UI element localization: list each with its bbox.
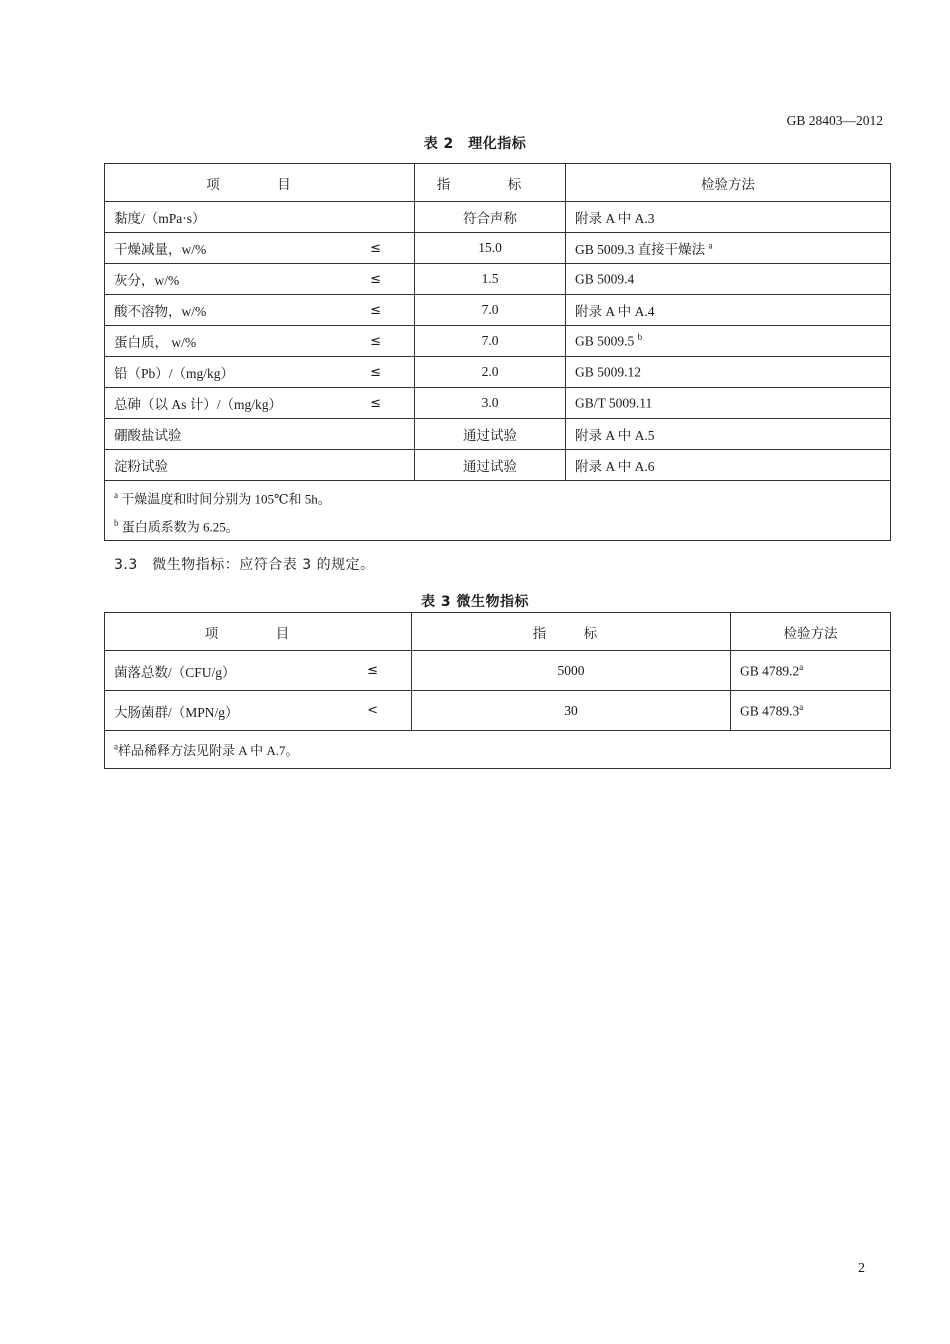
table-row xyxy=(105,651,891,691)
table-footnote-row xyxy=(105,481,891,541)
table-row xyxy=(105,326,891,357)
column-header-item: 项 目 xyxy=(105,164,415,202)
table3-microbiological xyxy=(104,612,891,769)
method-cell: GB 5009.5 $^b$ xyxy=(566,326,891,357)
method-cell: 附录 A 中 A.5 xyxy=(566,419,891,450)
item-cell: 菌落总数/（CFU/g） ≤ xyxy=(105,651,412,691)
value-cell: 7.0 xyxy=(415,295,566,326)
column-header-item: 项 目 xyxy=(105,613,412,651)
section-3-3-heading: 3.3 微生物指标：应符合表 3 的规定。 xyxy=(114,557,375,573)
item-cell: 硼酸盐试验 xyxy=(105,419,415,450)
standard-code: GB 28403—2012 xyxy=(786,113,883,128)
table2-footnotes xyxy=(105,481,891,541)
table-row xyxy=(105,357,891,388)
method-cell: GB 4789.3$^a$ xyxy=(731,691,891,731)
item-cell: 大肠菌群/（MPN/g） < xyxy=(105,691,412,731)
column-header-value: 指 标 xyxy=(415,164,566,202)
table-footnote-row xyxy=(105,731,891,769)
value-cell: 符合声称 xyxy=(415,202,566,233)
table-row xyxy=(105,202,891,233)
table-row xyxy=(105,264,891,295)
footnote-b: $^b$ 蛋白质系数为 6.25。 xyxy=(114,518,239,535)
item-cell: 铅（Pb）/（mg/kg） ≤ xyxy=(105,357,415,388)
table3-caption: 表 3 微生物指标 xyxy=(421,594,529,610)
value-cell: 15.0 xyxy=(415,233,566,264)
item-cell: 总砷（以 As 计）/（mg/kg） ≤ xyxy=(105,388,415,419)
item-cell: 酸不溶物，w/% ≤ xyxy=(105,295,415,326)
page-number: 2 xyxy=(858,1261,865,1276)
method-cell: GB 4789.2$^a$ xyxy=(731,651,891,691)
table-row xyxy=(105,388,891,419)
method-cell: 附录 A 中 A.6 xyxy=(566,450,891,481)
table-row xyxy=(105,233,891,264)
value-cell: 2.0 xyxy=(415,357,566,388)
table-row xyxy=(105,691,891,731)
value-cell: 通过试验 xyxy=(415,419,566,450)
footnote-a: $^a$ 干燥温度和时间分别为 105℃和 5h。 xyxy=(114,490,331,507)
method-cell: GB 5009.12 xyxy=(566,357,891,388)
value-cell: 1.5 xyxy=(415,264,566,295)
table-row xyxy=(105,419,891,450)
value-cell: 30 xyxy=(412,691,731,731)
method-cell: GB 5009.4 xyxy=(566,264,891,295)
item-cell: 淀粉试验 xyxy=(105,450,415,481)
method-cell: 附录 A 中 A.4 xyxy=(566,295,891,326)
table2-caption: 表 2 理化指标 xyxy=(423,136,527,152)
value-cell: 3.0 xyxy=(415,388,566,419)
method-cell: GB 5009.3 直接干燥法 $^a$ xyxy=(566,233,891,264)
table-row xyxy=(105,450,891,481)
item-cell: 干燥减量，w/% ≤ xyxy=(105,233,415,264)
item-cell: 灰分，w/% ≤ xyxy=(105,264,415,295)
table3-footnotes: $^a$样品稀释方法见附录 A 中 A.7。 xyxy=(105,731,891,769)
method-cell: GB/T 5009.11 xyxy=(566,388,891,419)
value-cell: 5000 xyxy=(412,651,731,691)
table-header-row xyxy=(105,164,891,202)
table-row xyxy=(105,295,891,326)
method-cell: 附录 A 中 A.3 xyxy=(566,202,891,233)
column-header-method: 检验方法 xyxy=(731,613,891,651)
item-cell: 蛋白质， w/% ≤ xyxy=(105,326,415,357)
column-header-value: 指 标 xyxy=(412,613,731,651)
table2-physicochemical xyxy=(104,163,891,541)
value-cell: 通过试验 xyxy=(415,450,566,481)
value-cell: 7.0 xyxy=(415,326,566,357)
item-cell: 黏度/（mPa·s） xyxy=(105,202,415,233)
table-header-row xyxy=(105,613,891,651)
column-header-method: 检验方法 xyxy=(566,164,891,202)
